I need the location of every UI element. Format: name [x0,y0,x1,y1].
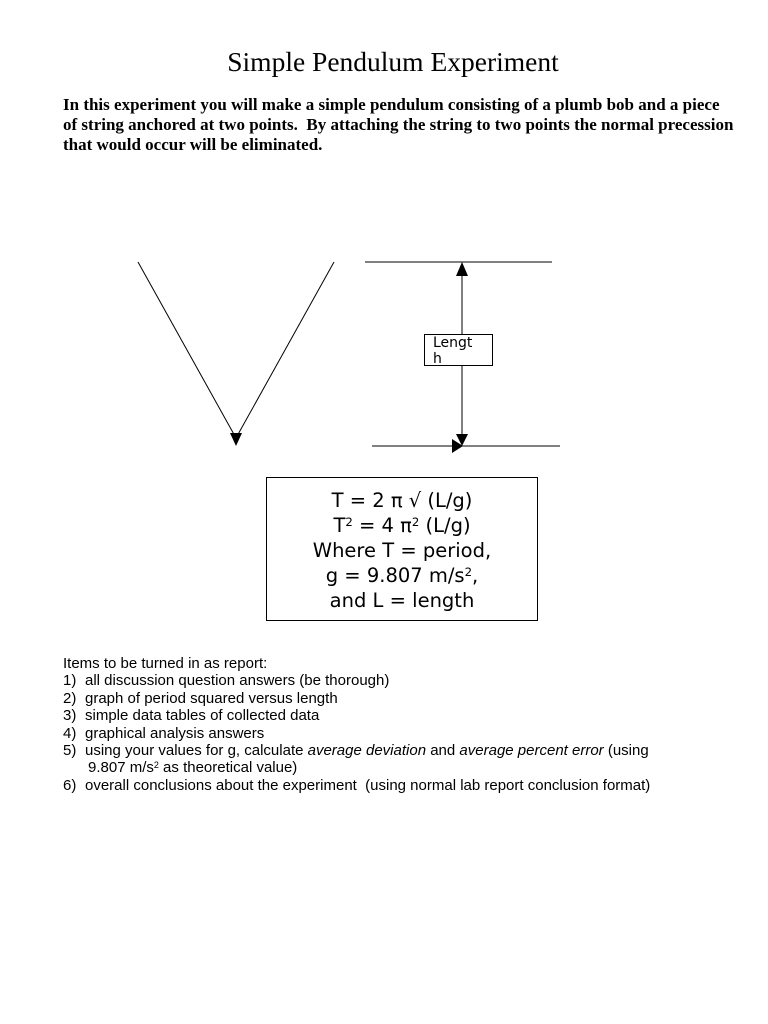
list-item-text: simple data tables of collected data [85,707,320,725]
list-item [63,777,650,794]
list-item [63,672,650,689]
report-requirements [63,655,650,794]
length-arrow-down-icon [456,434,468,446]
intro-line: In this experiment you will make a simple pendulum consisting of a plumb bob and a piece [63,95,720,114]
formula-superscript: 2 [345,514,353,529]
length-label-line: h [433,351,442,367]
list-item-number: 1) [63,672,77,690]
list-item-text: graphical analysis answers [85,724,265,742]
list-item-text: using your values for g, calculate [85,742,308,760]
list-item [63,690,650,707]
pendulum-string-left [138,262,236,438]
intro-line: of string anchored at two points. By attaching the string to two points the normal precession [63,115,734,134]
formula-text: T [333,514,346,537]
formula-box [266,477,538,621]
length-arrow-up-icon [456,262,468,276]
list-item-text: all discussion question answers (be thorough) [85,672,390,690]
pendulum-bob-arrowhead [230,433,242,446]
list-item [63,742,650,759]
formula-definition-period: Where T = period, [312,539,492,562]
formula-superscript: 2 [411,514,420,529]
formula-text: (L/g) [419,514,471,537]
length-arrow-right-icon [452,439,463,453]
list-item-number: 3) [63,707,77,725]
intro-line: that would occur will be eliminated. [63,135,323,154]
page-title: Simple Pendulum Experiment [227,46,559,77]
list-item-number: 4) [63,724,77,742]
list-item-text: 9.807 m/s [88,759,154,777]
length-label-box [424,334,493,366]
formula-period: T = 2 π √ (L/g) [331,489,473,512]
formula-superscript: 2 [464,564,473,579]
pendulum-string-right [236,262,334,438]
formula-definition-gravity [267,563,537,588]
list-item-continuation [63,759,650,776]
list-item-number: 2) [63,689,77,707]
list-item-superscript: 2 [153,759,159,770]
report-heading: Items to be turned in as report: [63,655,268,672]
list-item [63,707,650,724]
list-item-text: graph of period squared versus length [85,689,338,707]
formula-text: = 4 π [352,514,412,537]
list-item-text: as theoretical value) [158,759,298,777]
intro-paragraph [63,95,733,155]
formula-text: , [472,564,479,587]
formula-definition-length: and L = length [329,589,475,612]
list-item-text: (using [603,742,649,760]
formula-period-squared [267,513,537,538]
list-item-emphasis: average deviation [307,742,427,760]
list-item-number: 6) [63,776,77,794]
list-item [63,725,650,742]
formula-text: g = 9.807 m/s [325,564,465,587]
length-label-line: Lengt [433,335,473,351]
list-item-number: 5) [63,742,77,760]
list-item-emphasis: average percent error [459,742,604,760]
list-item-text: overall conclusions about the experiment (using normal lab report conclusion format) [85,776,651,794]
list-item-text: and [426,742,460,760]
